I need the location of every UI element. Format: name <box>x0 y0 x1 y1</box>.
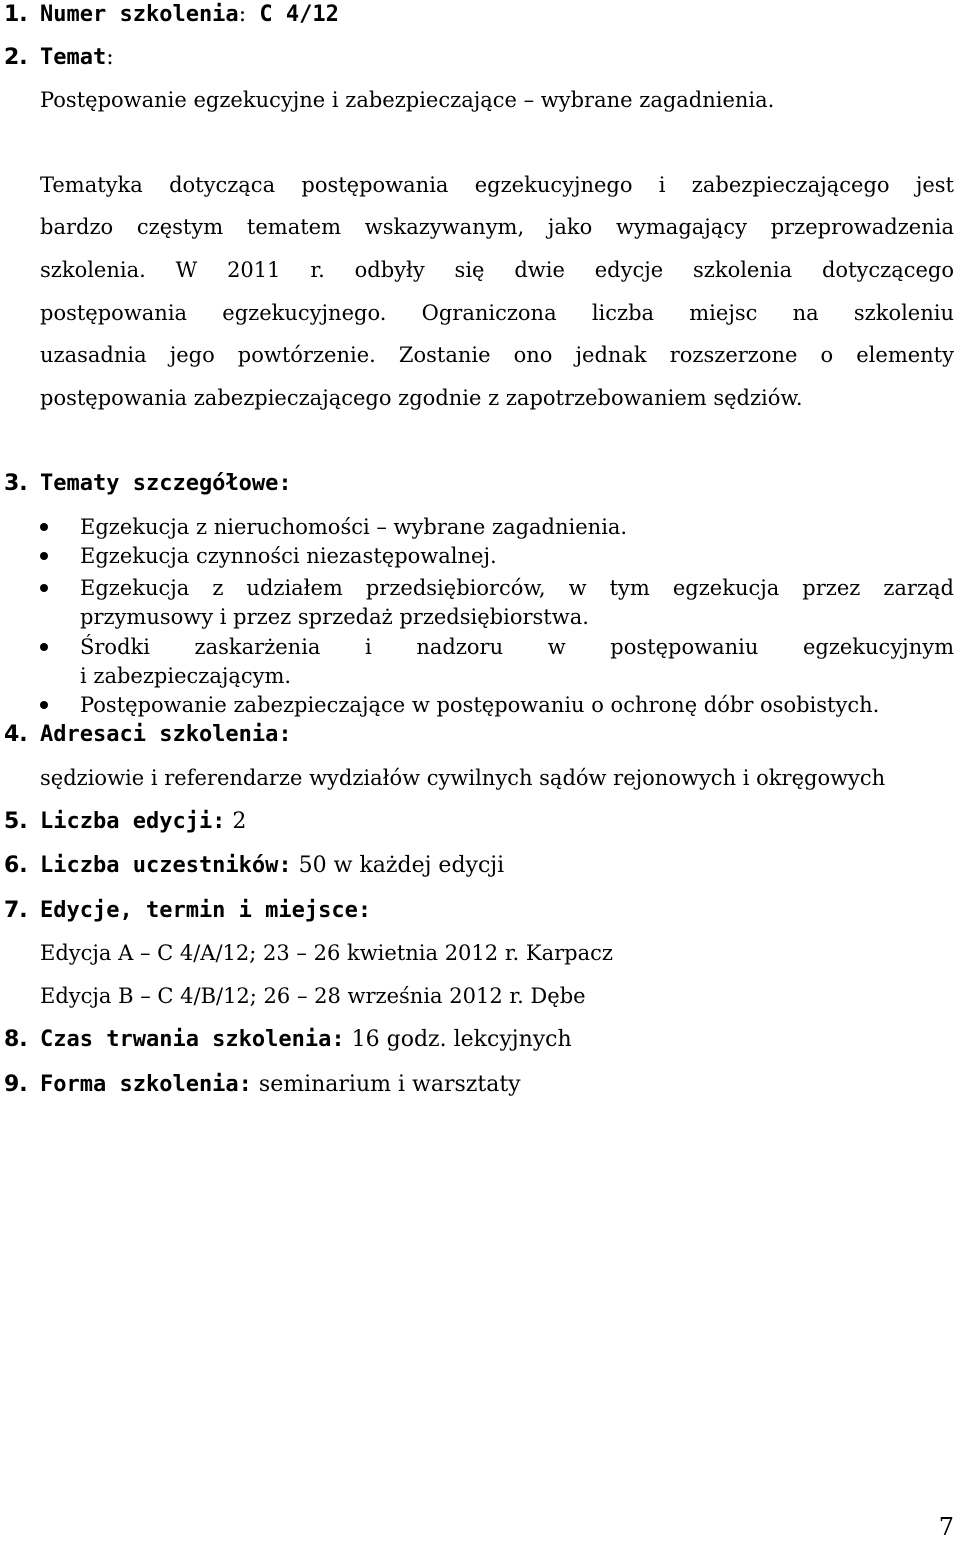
section-number: 7. <box>4 898 28 923</box>
list-item: Środki zaskarżenia i nadzoru w postępowaniu egzekucyjnym <box>80 635 954 659</box>
list-item: Egzekucja z udziałem przedsiębiorców, w tym egzekucja przez zarząd <box>80 576 954 600</box>
participants-value: 50 w każdej edycji <box>291 853 505 878</box>
audience-value: sędziowie i referendarze wydziałów cywilnych sądów rejonowych i okręgowych <box>40 766 886 790</box>
section-label: Numer szkolenia <box>40 2 239 27</box>
section-number: 4. <box>4 722 28 747</box>
section-label: Temat <box>40 45 107 70</box>
section-audience <box>0 720 954 750</box>
intro-line: uzasadnia jego powtórzenie. Zostanie ono jednak rozszerzone o elementy <box>40 343 954 367</box>
section-number: 9. <box>4 1072 28 1097</box>
section-label: Liczba edycji: <box>40 809 226 834</box>
edition-count-value: 2 <box>225 809 247 834</box>
section-label: Liczba uczestników: <box>40 853 292 878</box>
duration-value: 16 godz. lekcyjnych <box>344 1027 572 1052</box>
section-label: Forma szkolenia: <box>40 1072 252 1097</box>
bullet-icon <box>40 584 48 592</box>
intro-line: postępowania zabezpieczającego zgodnie z zapotrzebowaniem sędziów. <box>40 386 803 410</box>
intro-line: postępowania egzekucyjnego. Ograniczona liczba miejsc na szkoleniu <box>40 301 954 325</box>
bullet-icon <box>40 523 48 531</box>
list-item: Postępowanie zabezpieczające w postępowaniu o ochronę dóbr osobistych. <box>80 693 880 717</box>
list-item-continuation: i zabezpieczającym. <box>80 664 292 688</box>
intro-line: bardzo częstym tematem wskazywanym, jako wymagający przeprowadzenia <box>40 215 954 239</box>
section-label: Tematy szczegółowe: <box>40 471 292 496</box>
intro-line: szkolenia. W 2011 r. odbyły się dwie edycje szkolenia dotyczącego <box>40 258 954 282</box>
section-number: 2. <box>4 45 28 70</box>
bullet-icon <box>40 552 48 560</box>
section-label: Edycje, termin i miejsce: <box>40 898 372 923</box>
bullet-icon <box>40 643 48 651</box>
training-number-value: C 4/12 <box>246 2 339 27</box>
list-item: Egzekucja z nieruchomości – wybrane zagadnienia. <box>80 515 628 539</box>
section-label: Adresaci szkolenia: <box>40 722 292 747</box>
section-number: 8. <box>4 1027 28 1052</box>
section-detailed-topics <box>0 469 954 499</box>
section-separator: : <box>238 2 247 27</box>
edition-entry: Edycja A – C 4/A/12; 23 – 26 kwietnia 2012 r. Karpacz <box>40 941 613 965</box>
page-number: 7 <box>938 1513 954 1541</box>
bullet-icon <box>40 701 48 709</box>
section-separator: : <box>106 45 114 70</box>
form-value: seminarium i warsztaty <box>251 1072 521 1097</box>
edition-entry: Edycja B – C 4/B/12; 26 – 28 września 2012 r. Dębe <box>40 984 586 1008</box>
section-edition-count <box>0 807 954 837</box>
intro-line: Tematyka dotycząca postępowania egzekucyjnego i zabezpieczającego jest <box>40 173 954 197</box>
section-number: 6. <box>4 853 28 878</box>
section-editions <box>0 896 954 926</box>
section-number: 1. <box>4 2 28 27</box>
topic-value: Postępowanie egzekucyjne i zabezpieczające – wybrane zagadnienia. <box>40 88 775 112</box>
list-item-continuation: przymusowy i przez sprzedaż przedsiębiorstwa. <box>80 605 589 629</box>
section-form <box>0 1070 954 1100</box>
section-label: Czas trwania szkolenia: <box>40 1027 345 1052</box>
section-training-number <box>0 0 954 30</box>
section-topic <box>0 43 954 73</box>
section-number: 5. <box>4 809 28 834</box>
list-item: Egzekucja czynności niezastępowalnej. <box>80 544 497 568</box>
section-number: 3. <box>4 471 28 496</box>
section-participants <box>0 851 954 881</box>
section-duration <box>0 1025 954 1055</box>
